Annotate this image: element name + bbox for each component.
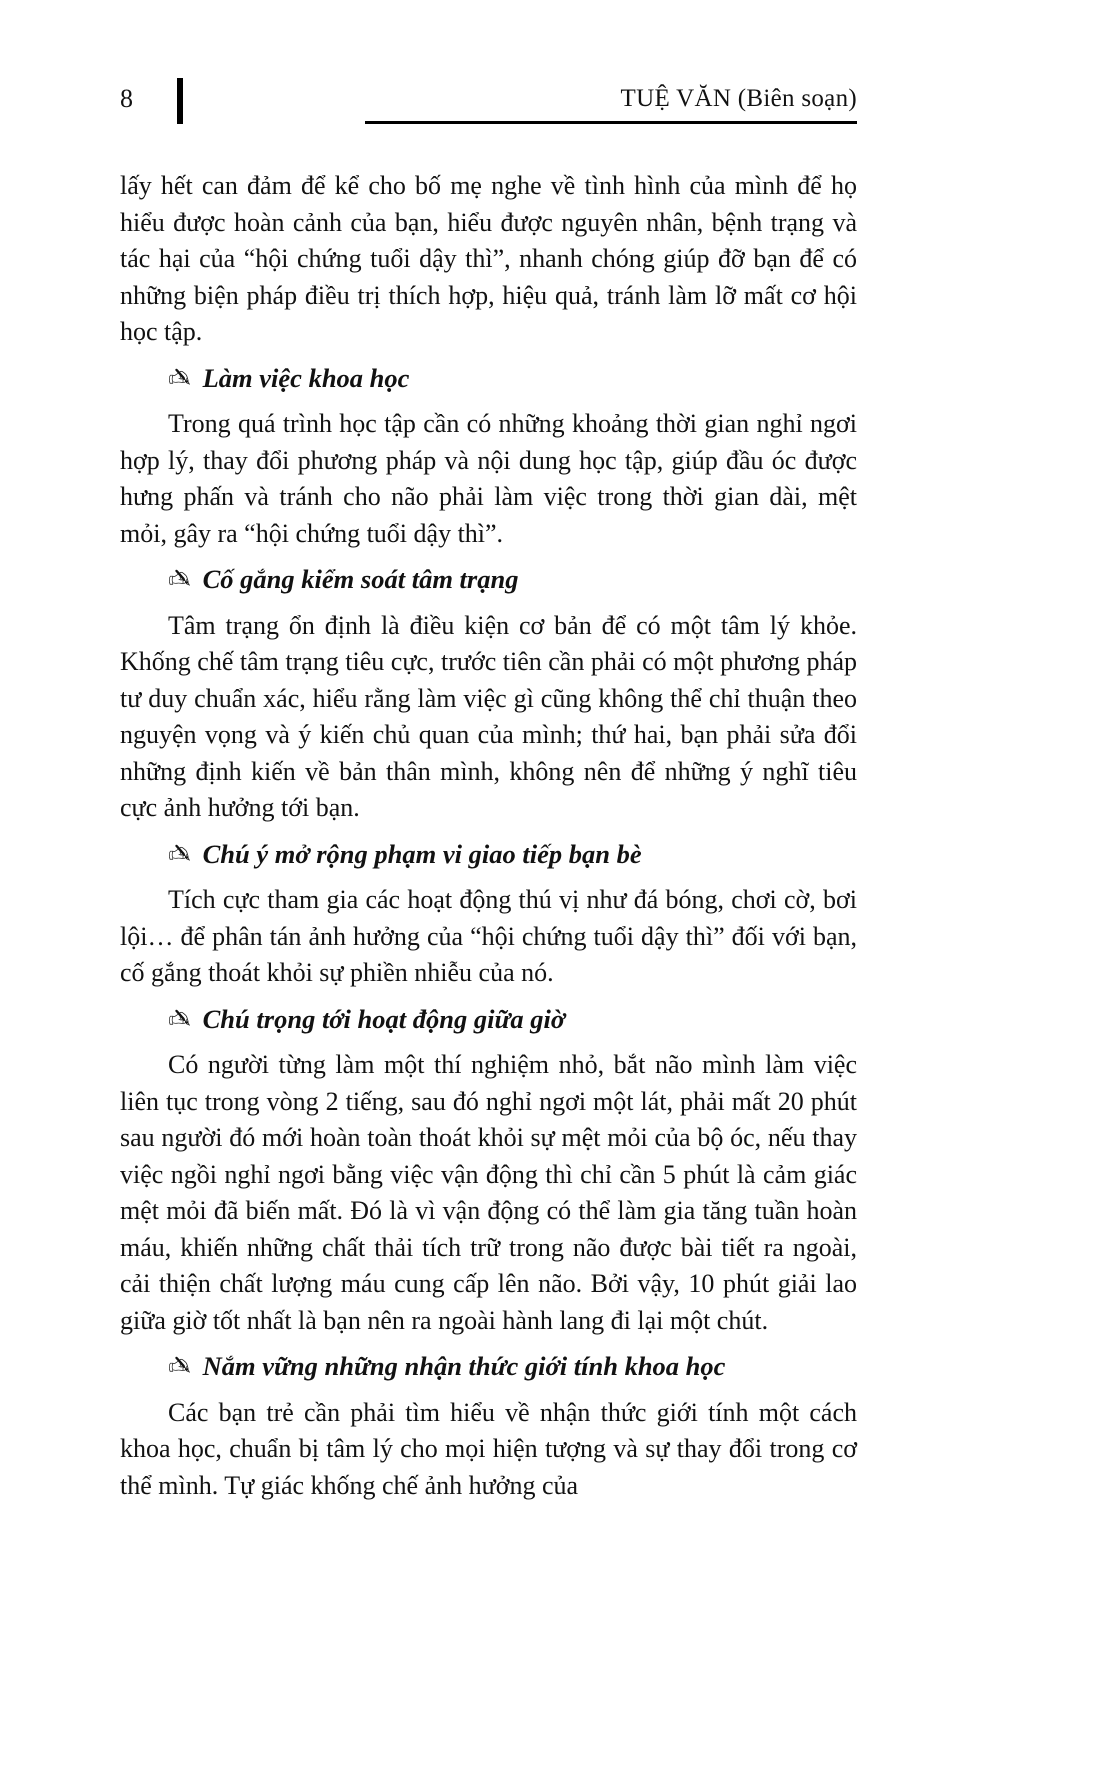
paragraph: Có người từng làm một thí nghiệm nhỏ, bắt não mình làm việc liên tục trong vòng 2 tiếng, sau đó nghỉ ngơi một lát, phải mất 20 phút sau người đó mới hoàn toàn thoát khỏi sự mệt mỏi của bộ óc, nếu thay việc ngồi nghỉ ngơi bằng việc vận động thì chỉ cần 5 phút là cảm giác mệt mỏi đã biến mất. Đó là vì vận động có thể làm gia tăng tuần hoàn máu, khiến những chất thải tích trữ trong não được bài tiết ra ngoài, cải thiện chất lượng máu cung cấp lên não. Bởi vậy, 10 phút giải lao giữa giờ tốt nhất là bạn nên ra ngoài hành lang đi lại một chút. — [120, 1050, 857, 1335]
section-heading — [120, 561, 857, 599]
section-heading-label: Chú trọng tới hoạt động giữa giờ — [202, 1003, 566, 1034]
page-number-block — [120, 84, 183, 124]
paragraph: Tích cực tham gia các hoạt động thú vị như đá bóng, chơi cờ, bơi lội… để phân tán ảnh hưởng của “hội chứng tuổi dậy thì” đối với bạn, cố gắng thoát khỏi sự phiền nhiễu của nó. — [120, 885, 857, 987]
section-heading-label: Làm việc khoa học — [202, 362, 410, 393]
section-heading — [120, 836, 857, 874]
page-number-divider — [177, 78, 183, 124]
section-heading-label: Chú ý mở rộng phạm vi giao tiếp bạn bè — [202, 838, 642, 869]
section-heading — [120, 1001, 857, 1039]
pen-flourish-icon: ✍ — [168, 1351, 191, 1382]
paragraph: Các bạn trẻ cần phải tìm hiểu về nhận thức giới tính một cách khoa học, chuẩn bị tâm lý cho mọi hiện tượng và sự thay đổi trong cơ thể mình. Tự giác khống chế ảnh hưởng của — [120, 1397, 857, 1500]
pen-flourish-icon: ✍ — [168, 838, 191, 870]
running-header-block — [365, 84, 857, 124]
page-body — [120, 168, 857, 1504]
running-header: TUỆ VĂN (Biên soạn) — [620, 85, 857, 112]
header-rule — [365, 121, 857, 124]
paragraph: lấy hết can đảm để kể cho bố mẹ nghe về tình hình của mình để họ hiểu được hoàn cảnh của bạn, hiểu được nguyên nhân, bệnh trạng và tác hại của “hội chứng tuổi dậy thì”, nhanh chóng giúp đỡ bạn để có những biện pháp điều trị thích hợp, hiệu quả, tránh làm lỡ mất cơ hội học tập. — [120, 171, 857, 346]
section-heading — [120, 1348, 857, 1386]
section-heading-label: Cố gắng kiểm soát tâm trạng — [202, 564, 519, 594]
section-heading — [120, 360, 857, 398]
page-header — [120, 84, 857, 124]
pen-flourish-icon: ✍ — [168, 362, 191, 394]
paragraph: Tâm trạng ổn định là điều kiện cơ bản để có một tâm lý khỏe. Khống chế tâm trạng tiêu cực, trước tiên cần phải có một phương pháp tư duy chuẩn xác, hiểu rằng làm việc gì cũng không thể chỉ thuận theo nguyện vọng và ý kiến chủ quan của mình; thứ hai, bạn phải sửa đổi những định kiến về bản thân mình, không nên để những ý nghĩ tiêu cực ảnh hưởng tới bạn. — [120, 610, 857, 822]
section-heading-label: Nắm vững những nhận thức giới tính khoa học — [202, 1351, 726, 1381]
pen-flourish-icon: ✍ — [168, 1003, 191, 1035]
paragraph: Trong quá trình học tập cần có những khoảng thời gian nghỉ ngơi hợp lý, thay đổi phương pháp và nội dung học tập, giúp đầu óc được hưng phấn và tránh cho não phải làm việc trong thời gian dài, mệt mỏi, gây ra “hội chứng tuổi dậy thì”. — [120, 409, 857, 548]
pen-flourish-icon: ✍ — [168, 564, 191, 595]
page-number: 8 — [120, 84, 133, 113]
